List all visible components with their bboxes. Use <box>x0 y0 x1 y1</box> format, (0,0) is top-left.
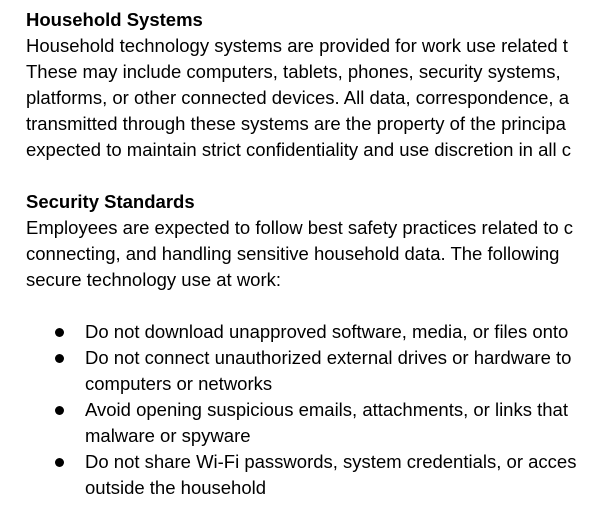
paragraph-line: secure technology use at work: <box>26 269 282 290</box>
paragraph-line: Employees are expected to follow best safety practices related to c <box>26 217 574 238</box>
list-item <box>26 345 600 397</box>
section-heading-household-systems: Household Systems <box>26 9 203 30</box>
security-rules-list <box>26 319 600 501</box>
list-item <box>26 319 600 345</box>
list-item <box>26 449 600 501</box>
paragraph-spacer <box>26 293 600 319</box>
paragraph-line: transmitted through these systems are the property of the principa <box>26 113 566 134</box>
section-heading-security-standards: Security Standards <box>26 191 195 212</box>
paragraph-line: Household technology systems are provided for work use related t <box>26 35 568 56</box>
paragraph-line: These may include computers, tablets, phones, security systems, <box>26 61 561 82</box>
list-item-text: computers or networks <box>85 373 273 394</box>
paragraph-spacer <box>26 163 600 189</box>
bullet-icon <box>55 328 64 337</box>
bullet-icon <box>55 406 64 415</box>
list-item-text: Avoid opening suspicious emails, attachments, or links that <box>85 399 568 420</box>
list-item-text: Do not share Wi-Fi passwords, system credentials, or acces <box>85 451 577 472</box>
list-item-text: outside the household <box>85 477 267 498</box>
bullet-icon <box>55 458 64 467</box>
list-item-text: Do not connect unauthorized external drives or hardware to <box>85 347 572 368</box>
list-item-text: Do not download unapproved software, media, or files onto <box>85 321 569 342</box>
paragraph-line: connecting, and handling sensitive household data. The following <box>26 243 560 264</box>
document-body <box>26 7 600 501</box>
bullet-icon <box>55 354 64 363</box>
list-item-text: malware or spyware <box>85 425 251 446</box>
paragraph-line: platforms, or other connected devices. All data, correspondence, a <box>26 87 569 108</box>
paragraph-line: expected to maintain strict confidentiality and use discretion in all c <box>26 139 572 160</box>
list-item <box>26 397 600 449</box>
